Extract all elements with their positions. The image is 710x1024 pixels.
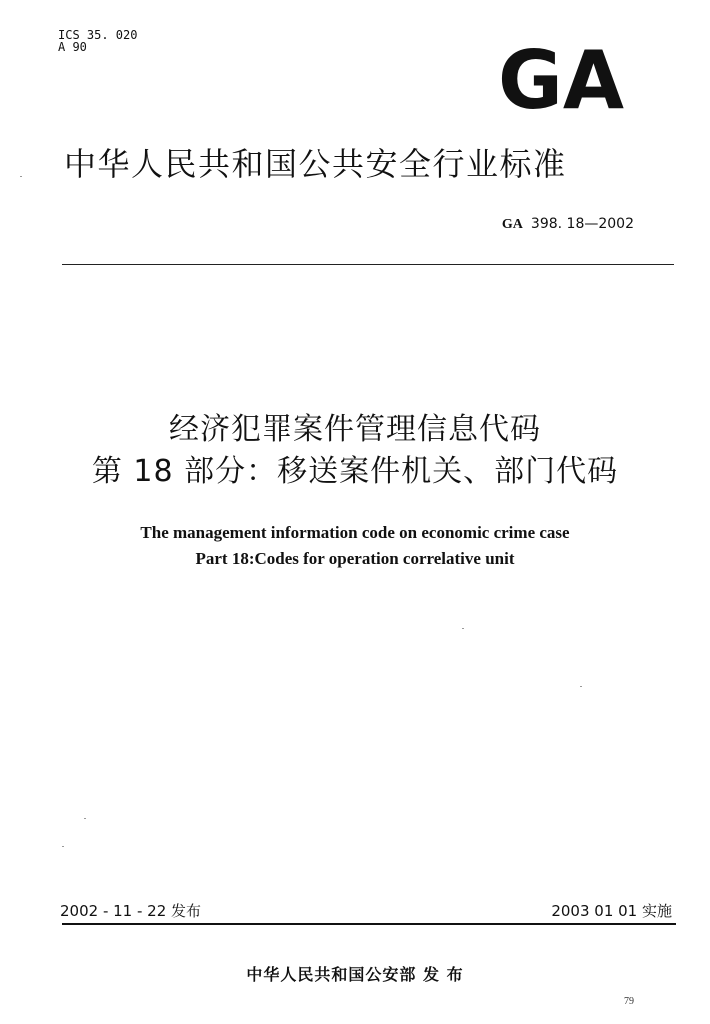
ga-logo: [496, 44, 626, 114]
standard-number-value: 398. 18—2002: [530, 216, 634, 232]
issuing-authority: 中华人民共和国公安部 发 布: [246, 965, 464, 984]
document-title-cn-line2: 第 18 部分：移送案件机关、部门代码: [91, 454, 619, 489]
ccs-code: A 90: [58, 40, 87, 54]
scan-speck: [20, 176, 22, 177]
document-title-en-line1: The management information code on economic crime case: [140, 523, 570, 542]
document-title-en-line2: Part 18:Codes for operation correlative unit: [195, 549, 515, 568]
standard-body-title: 中华人民共和国公共安全行业标准: [64, 145, 567, 183]
standard-number: [502, 214, 634, 235]
page-number: 79: [624, 996, 634, 1007]
implementation-date: 2003 01 01 实施: [551, 902, 672, 920]
scan-speck: [84, 818, 86, 819]
header-divider: [62, 264, 674, 265]
footer-divider: [62, 923, 676, 925]
document-title-cn-line1: 经济犯罪案件管理信息代码: [169, 412, 541, 447]
standard-number-prefix: GA: [501, 217, 523, 232]
ics-code: ICS 35. 020: [58, 28, 138, 42]
scan-speck: [580, 686, 582, 687]
ga-logo-text: GA: [498, 44, 625, 114]
scan-speck: [462, 628, 464, 629]
scan-speck: [62, 846, 64, 847]
issue-date: 2002 - 11 - 22 发布: [60, 902, 202, 920]
